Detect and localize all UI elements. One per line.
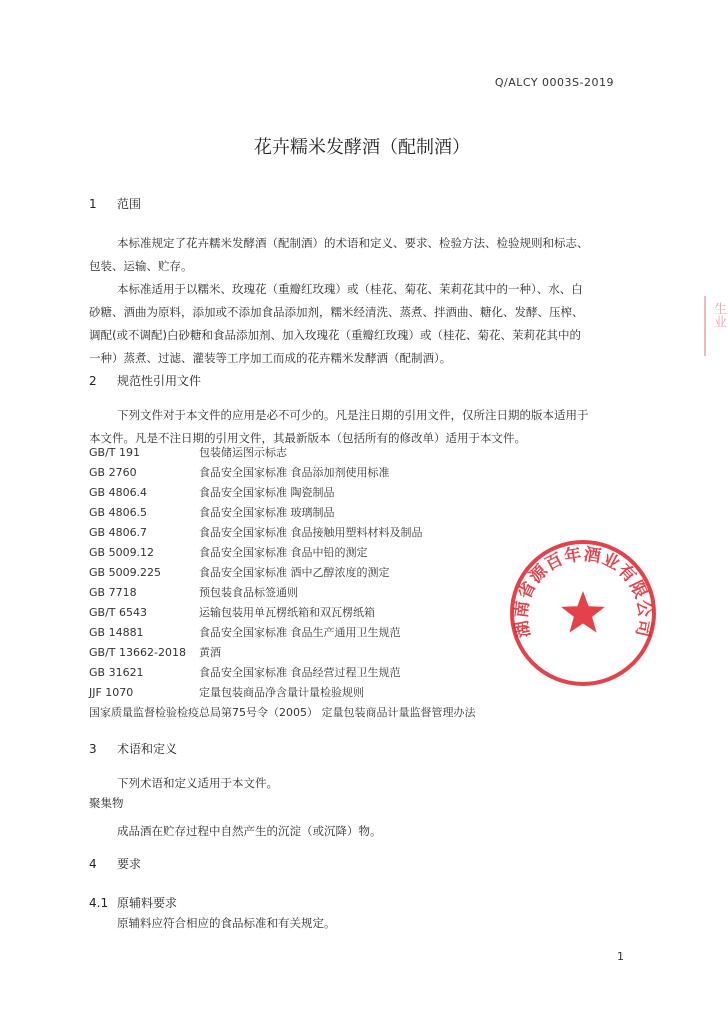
section-number: 2: [89, 374, 97, 388]
reference-code: JJF 1070: [89, 686, 134, 699]
reference-title: 包装储运图示标志: [199, 446, 287, 459]
section-4-1-heading: [89, 894, 177, 911]
section-title: 术语和定义: [117, 742, 178, 756]
term-name: 聚集物: [89, 796, 124, 810]
reference-title: 黄酒: [199, 646, 221, 659]
document-title: 花卉糯米发酵酒（配制酒）: [254, 137, 470, 158]
section-number: 1: [89, 197, 97, 211]
reference-title: 食品安全国家标准 陶瓷制品: [199, 486, 335, 499]
section-number: 4: [89, 857, 97, 871]
reference-code: GB/T 191: [89, 446, 140, 459]
reference-item-regulation: [89, 703, 476, 723]
section-title: 规范性引用文件: [117, 374, 202, 388]
text-line: 下列术语和定义适用于本文件。: [117, 776, 278, 790]
reference-title: 食品安全国家标准 食品接触用塑料材料及制品: [199, 526, 423, 539]
text-line: 本标准规定了花卉糯米发酵酒（配制酒）的术语和定义、要求、检验方法、检验规则和标志、: [117, 236, 589, 250]
section-title: 要求: [117, 857, 142, 871]
seam-stamp-text: 生业: [711, 302, 726, 328]
reference-title: 运输包装用单瓦楞纸箱和双瓦楞纸箱: [199, 606, 375, 619]
section-number: 4.1: [89, 896, 109, 910]
reference-title: 食品安全国家标准 酒中乙醇浓度的测定: [199, 566, 390, 579]
reference-code: GB 14881: [89, 626, 144, 639]
section-number: 3: [89, 742, 97, 756]
text-line: 本标准适用于以糯米、玫瑰花（重瓣红玫瑰）或（桂花、菊花、茉莉花其中的一种）、水、白: [117, 282, 583, 296]
seal-text: 湖南省源百年酒业有限公司: [511, 544, 655, 640]
terms-block: [89, 773, 382, 841]
text-line: 下列文件对于本文件的应用是必不可少的。凡是注日期的引用文件，仅所注日期的版本适用于: [117, 408, 589, 422]
reference-code: GB/T 13662-2018: [89, 646, 186, 659]
section-1-heading: [89, 195, 141, 212]
text-line: 包装、运输、贮存。: [89, 259, 193, 273]
reference-title: 国家质量监督检验检疫总局第75号令（2005） 定量包装商品计量监督管理办法: [89, 706, 476, 719]
section-4-1-text: 原辅料应符合相应的食品标准和有关规定。: [117, 916, 336, 930]
section-3-heading: [89, 740, 177, 757]
reference-code: GB 5009.12: [89, 546, 155, 559]
page-number: 1: [617, 950, 624, 963]
reference-title: 食品安全国家标准 食品生产通用卫生规范: [199, 626, 401, 639]
text-line: 一种）蒸煮、过滤、灌装等工序加工而成的花卉糯米发酵酒（配制酒）。: [89, 351, 452, 365]
reference-title: 食品安全国家标准 玻璃制品: [199, 506, 335, 519]
standard-code: Q/ALCY 0003S-2019: [494, 76, 614, 89]
reference-code: GB 5009.225: [89, 566, 162, 579]
reference-code: GB 4806.5: [89, 506, 148, 519]
reference-title: 食品安全国家标准 食品经营过程卫生规范: [199, 666, 401, 679]
section-title: 原辅料要求: [117, 896, 178, 910]
reference-code: GB 4806.4: [89, 486, 148, 499]
reference-title: 预包装食品标签通则: [199, 586, 298, 599]
reference-title: 食品安全国家标准 食品中铅的测定: [199, 546, 368, 559]
scope-paragraph-1: [89, 232, 589, 370]
reference-code: GB 2760: [89, 466, 137, 479]
term-definition: 成品酒在贮存过程中自然产生的沉淀（或沉降）物。: [117, 824, 382, 838]
reference-title: 食品安全国家标准 食品添加剂使用标准: [199, 466, 390, 479]
reference-title: 定量包装商品净含量计量检验规则: [199, 686, 364, 699]
company-seal: [507, 537, 659, 689]
section-4-heading: [89, 855, 141, 872]
seam-stamp-mark: [704, 296, 726, 356]
seal-star-icon: [561, 591, 605, 633]
text-line: 本文件。凡是不注日期的引用文件，其最新版本（包括所有的修改单）适用于本文件。: [89, 431, 526, 445]
section-title: 范围: [117, 197, 142, 211]
text-line: 调配(或不调配)白砂糖和食品添加剂、加入玫瑰花（重瓣红玫瑰）或（桂花、菊花、茉莉花其中的: [89, 328, 581, 342]
reference-code: GB 31621: [89, 666, 144, 679]
section-2-heading: [89, 372, 201, 389]
reference-code: GB 7718: [89, 586, 137, 599]
reference-code: GB/T 6543: [89, 606, 147, 619]
reference-code: GB 4806.7: [89, 526, 148, 539]
text-line: 砂糖、酒曲为原料，添加或不添加食品添加剂，糯米经清洗、蒸煮、拌酒曲、糖化、发酵、压榨、: [89, 305, 584, 319]
